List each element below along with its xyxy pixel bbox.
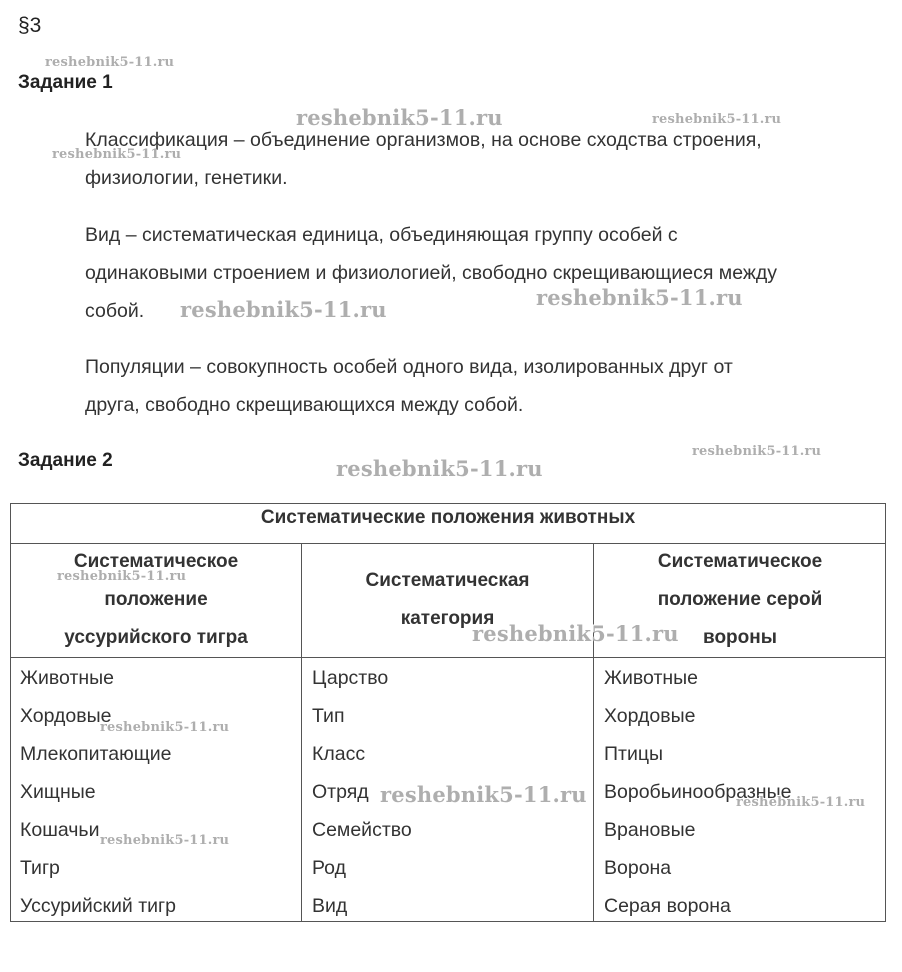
paragraph-line: собой. bbox=[85, 300, 145, 322]
watermark: reshebnik5-11.ru bbox=[336, 456, 543, 481]
table-cell: Млекопитающие bbox=[20, 743, 172, 765]
table-cell: Животные bbox=[20, 667, 115, 689]
paragraph-line: одинаковыми строением и физиологией, свободно скрещивающиеся между bbox=[85, 262, 778, 284]
definition-population bbox=[85, 348, 885, 424]
table-cell: Хордовые bbox=[604, 705, 696, 727]
table-cell: Тигр bbox=[20, 857, 60, 879]
task-2-heading: Задание 2 bbox=[18, 450, 113, 471]
table-cell: Семейство bbox=[312, 819, 412, 841]
header-tiger-position bbox=[11, 543, 301, 658]
table-cell: Хордовые bbox=[20, 705, 112, 727]
watermark: reshebnik5-11.ru bbox=[536, 285, 743, 310]
watermark: reshebnik5-11.ru bbox=[52, 147, 182, 162]
watermark: reshebnik5-11.ru bbox=[652, 112, 782, 127]
table-cell: Врановые bbox=[604, 819, 696, 841]
table-cell: Животные bbox=[604, 667, 699, 689]
watermark: reshebnik5-11.ru bbox=[45, 55, 175, 70]
table-cell: Царство bbox=[312, 667, 389, 689]
watermark: reshebnik5-11.ru bbox=[380, 782, 587, 807]
paragraph-line: Популяции – совокупность особей одного вида, изолированных друг от bbox=[85, 356, 733, 378]
header-line: Систематическое bbox=[657, 551, 823, 572]
header-line: вороны bbox=[703, 627, 777, 648]
watermark: reshebnik5-11.ru bbox=[180, 297, 387, 322]
table-cell: Воробьинообразные bbox=[604, 781, 792, 803]
header-line: Систематическая bbox=[365, 570, 530, 591]
table-cell: Тип bbox=[312, 705, 345, 727]
table-cell: Вид bbox=[312, 895, 348, 917]
crow-taxonomy-list bbox=[604, 659, 791, 925]
header-line: уссурийского тигра bbox=[64, 627, 248, 648]
table-cell: Класс bbox=[312, 743, 366, 765]
table-cell: Птицы bbox=[604, 743, 664, 765]
header-line: положение серой bbox=[657, 589, 823, 610]
watermark: reshebnik5-11.ru bbox=[736, 795, 866, 810]
watermark: reshebnik5-11.ru bbox=[57, 569, 187, 584]
table-cell: Отряд bbox=[312, 781, 369, 803]
table-cell: Серая ворона bbox=[604, 895, 731, 917]
taxonomy-table bbox=[10, 503, 886, 922]
paragraph-line: Классификация – объединение организмов, на основе сходства строения, bbox=[85, 129, 762, 151]
paragraph-line: Вид – систематическая единица, объединяющая группу особей с bbox=[85, 224, 678, 246]
tiger-taxonomy-list bbox=[20, 659, 176, 925]
paragraph-line: физиологии, генетики. bbox=[85, 167, 288, 189]
header-line: категория bbox=[400, 608, 495, 629]
watermark: reshebnik5-11.ru bbox=[692, 444, 822, 459]
watermark: reshebnik5-11.ru bbox=[472, 621, 679, 646]
definition-classification bbox=[85, 121, 885, 197]
table-cell: Кошачьи bbox=[20, 819, 100, 841]
table-cell: Хищные bbox=[20, 781, 96, 803]
section-number: §3 bbox=[18, 14, 42, 37]
watermark: reshebnik5-11.ru bbox=[100, 833, 230, 848]
watermark: reshebnik5-11.ru bbox=[296, 105, 503, 130]
paragraph-line: друга, свободно скрещивающихся между собой. bbox=[85, 394, 524, 416]
header-line: положение bbox=[104, 589, 208, 610]
table-title: Систематические положения животных bbox=[11, 504, 885, 544]
header-line: Систематическое bbox=[73, 551, 239, 572]
table-cell: Уссурийский тигр bbox=[20, 895, 177, 917]
task-1-heading: Задание 1 bbox=[18, 72, 113, 93]
watermark: reshebnik5-11.ru bbox=[100, 720, 230, 735]
table-cell: Род bbox=[312, 857, 346, 879]
table-cell: Ворона bbox=[604, 857, 672, 879]
